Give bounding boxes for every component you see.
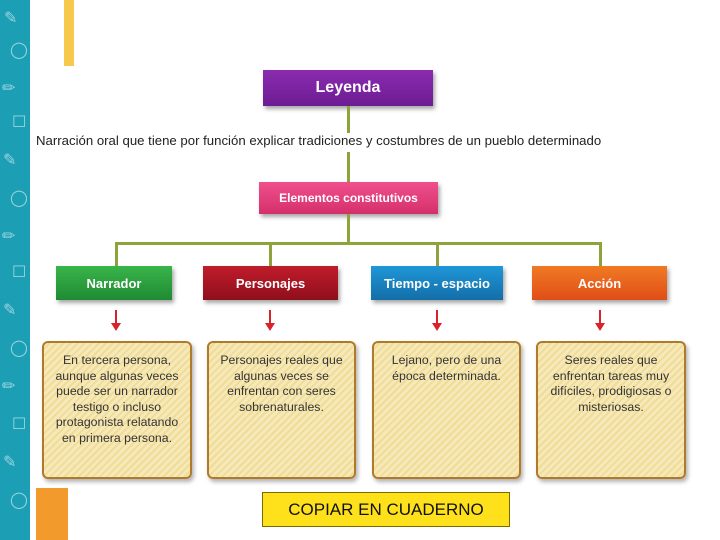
arrow-down-icon [110, 310, 122, 332]
connector-horizontal [115, 242, 602, 245]
description-accion [536, 341, 686, 479]
category-personajes: Personajes [203, 266, 338, 300]
elements-box: Elementos constitutivos [259, 182, 438, 214]
connector-tiempo [436, 242, 439, 266]
connector-title [347, 106, 350, 133]
copy-instruction: COPIAR EN CUADERNO [262, 492, 510, 527]
connector-personajes [269, 242, 272, 266]
decorative-top [30, 0, 90, 66]
decorative-bottom [36, 488, 68, 540]
category-tiempo: Tiempo - espacio [371, 266, 503, 300]
arrow-down-icon [431, 310, 443, 332]
connector-accion [599, 242, 602, 266]
arrow-down-icon [594, 310, 606, 332]
description-text: Personajes reales que algunas veces se enfrentan con seres sobrenaturales. [220, 353, 343, 414]
description-text: Seres reales que enfrentan tareas muy difíciles, prodigiosas o misteriosas. [550, 353, 672, 414]
connector-definition [347, 152, 350, 182]
decorative-strip: ✎ ◯ ✏ ☐ ✎ ◯ ✏ ☐ ✎ ◯ ✏ ☐ ✎ ◯ [0, 0, 30, 540]
connector-narrador [115, 242, 118, 266]
arrow-down-icon [264, 310, 276, 332]
category-accion: Acción [532, 266, 667, 300]
definition-text: Narración oral que tiene por función explicar tradiciones y costumbres de un pueblo determinado [36, 133, 602, 148]
connector-elements [347, 214, 350, 243]
category-narrador: Narrador [56, 266, 172, 300]
description-tiempo [372, 341, 521, 479]
description-narrador [42, 341, 192, 479]
description-personajes [207, 341, 356, 479]
description-text: En tercera persona, aunque algunas veces puede ser un narrador testigo o incluso protagonista relatando en primera persona. [55, 353, 179, 445]
description-text: Lejano, pero de una época determinada. [391, 353, 502, 383]
title-box: Leyenda [263, 70, 433, 106]
